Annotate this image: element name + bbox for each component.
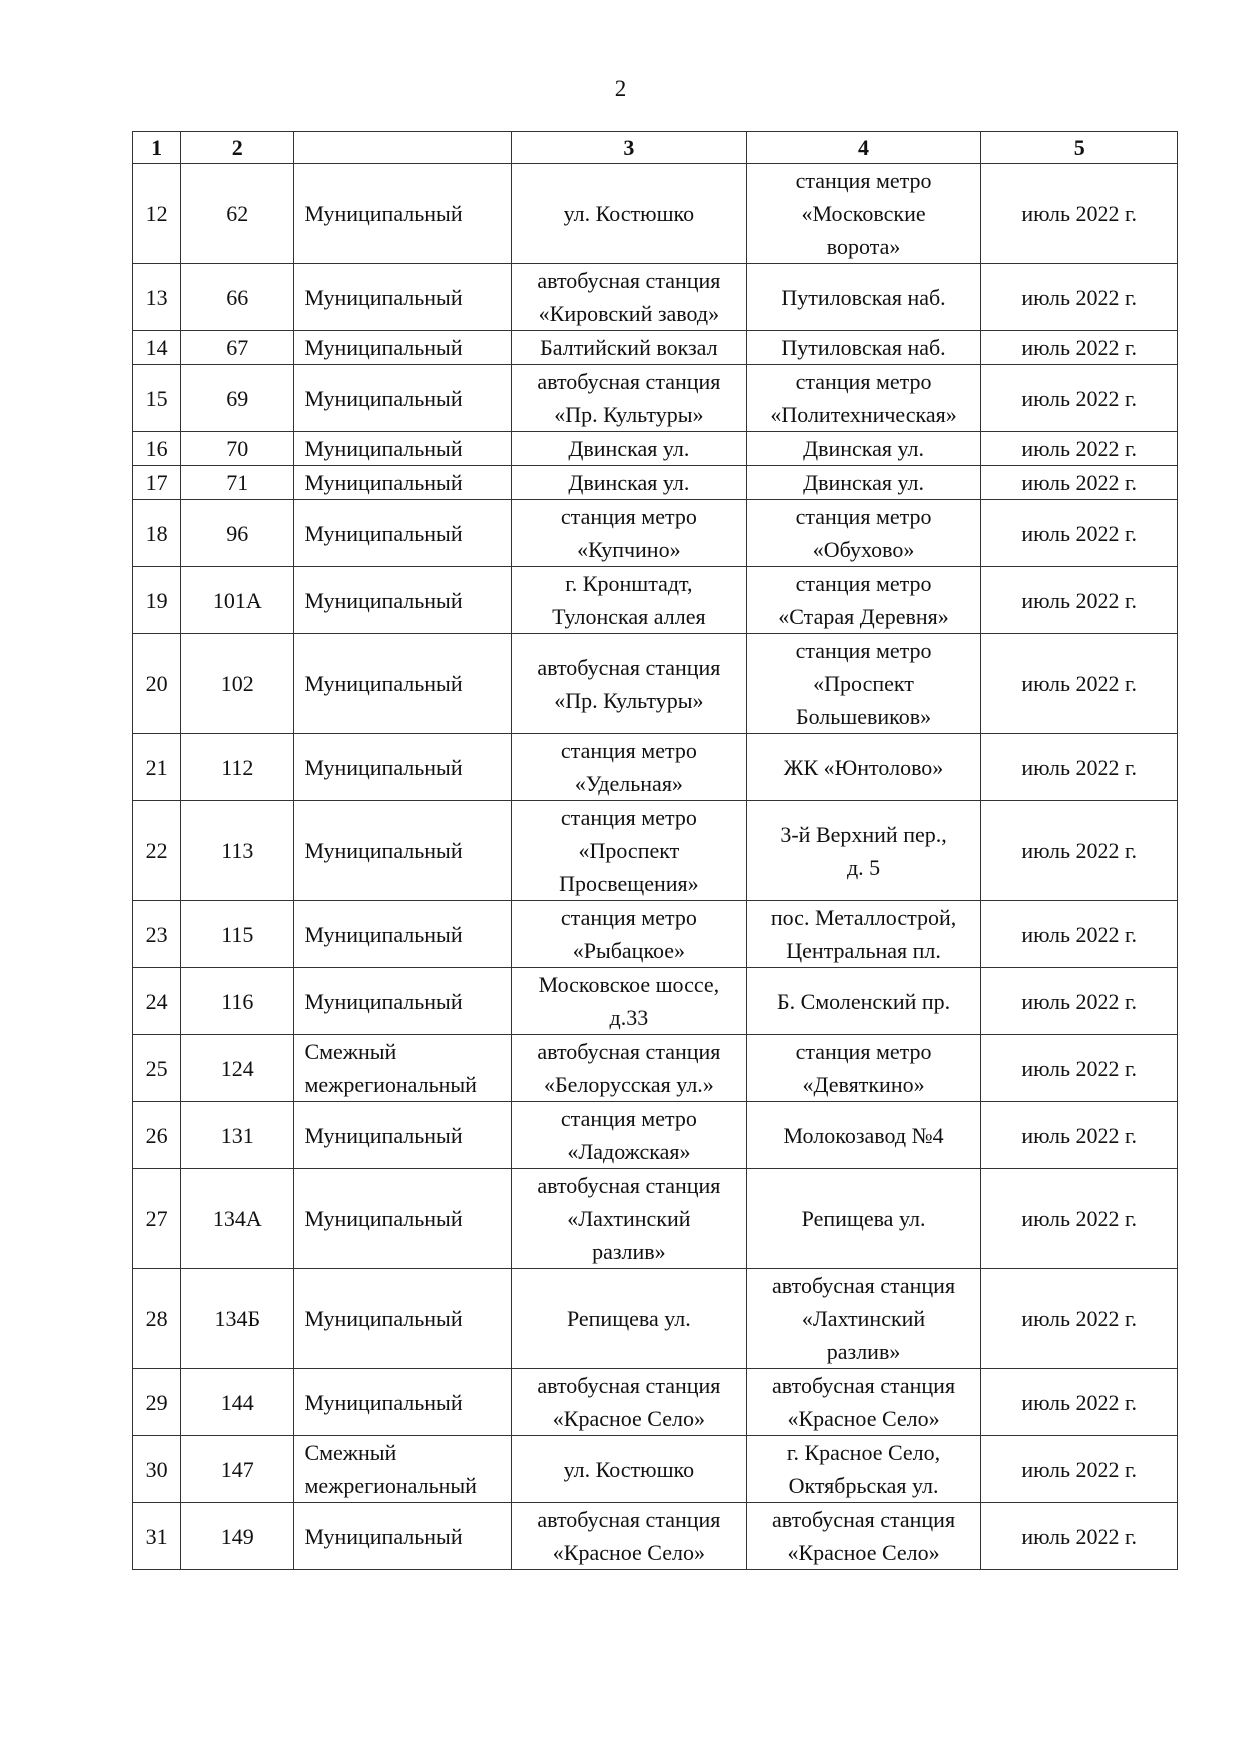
route-kind: [294, 466, 512, 500]
table-row: [133, 968, 1178, 1035]
route-start: [512, 164, 747, 264]
route-date: июль 2022 г.: [981, 365, 1178, 432]
table-row: [133, 801, 1178, 901]
route-date: июль 2022 г.: [981, 968, 1178, 1035]
route-kind-line: Муниципальный: [304, 284, 463, 310]
route-end: [746, 567, 981, 634]
row-number: 22: [133, 801, 181, 901]
route-kind-line: Муниципальный: [304, 1206, 463, 1231]
row-number: 27: [133, 1169, 181, 1269]
route-start-line: «Проспект: [578, 838, 680, 863]
route-end-line: г. Красное Село,: [786, 1440, 941, 1465]
table-row: [133, 264, 1178, 331]
route-end: [746, 1503, 981, 1570]
route-kind-line: Муниципальный: [304, 335, 463, 360]
route-kind: [294, 264, 512, 331]
route-start-line: станция метро: [560, 504, 697, 529]
route-start: [512, 365, 747, 432]
route-start: [512, 331, 747, 365]
route-number: 62: [181, 164, 294, 264]
route-end-line: станция метро: [795, 168, 932, 193]
row-number: 18: [133, 500, 181, 567]
route-end: [746, 1102, 981, 1169]
route-start: [512, 1035, 747, 1102]
route-number: 66: [181, 264, 294, 331]
route-end: [746, 466, 981, 500]
route-number: 134А: [181, 1169, 294, 1269]
route-start-line: «Кировский завод»: [538, 301, 720, 326]
route-end-line: д. 5: [846, 854, 881, 880]
column-header: 3: [512, 132, 747, 164]
routes-table: [132, 131, 1178, 1570]
route-date: июль 2022 г.: [981, 1269, 1178, 1369]
route-end-line: автобусная станция: [772, 1373, 956, 1398]
route-kind: [294, 331, 512, 365]
route-end-line: Б. Смоленский пр.: [776, 988, 951, 1014]
row-number: 12: [133, 164, 181, 264]
table-row: [133, 1369, 1178, 1436]
route-start-line: автобусная станция: [537, 268, 721, 293]
route-start-line: «Белорусская ул.»: [543, 1072, 714, 1097]
route-end-line: Центральная пл.: [786, 938, 941, 963]
route-date: июль 2022 г.: [981, 432, 1178, 466]
route-start-line: автобусная станция: [537, 1507, 721, 1532]
row-number: 14: [133, 331, 181, 365]
route-kind-line: межрегиональный: [304, 1473, 477, 1498]
route-kind: [294, 801, 512, 901]
route-start-line: «Купчино»: [577, 537, 681, 562]
route-start: [512, 1369, 747, 1436]
route-end-line: автобусная станция: [772, 1273, 956, 1298]
route-start: [512, 466, 747, 500]
route-date: июль 2022 г.: [981, 734, 1178, 801]
row-number: 28: [133, 1269, 181, 1369]
route-number: 69: [181, 365, 294, 432]
row-number: 13: [133, 264, 181, 331]
route-number: 70: [181, 432, 294, 466]
route-end-line: ворота»: [826, 234, 901, 259]
route-number: 113: [181, 801, 294, 901]
route-start-line: «Пр. Культуры»: [554, 687, 704, 713]
table-row: [133, 1169, 1178, 1269]
route-number: 67: [181, 331, 294, 365]
route-end-line: «Политехническая»: [770, 402, 957, 427]
route-end: [746, 1035, 981, 1102]
route-number: 144: [181, 1369, 294, 1436]
route-date: июль 2022 г.: [981, 264, 1178, 331]
route-kind: [294, 1169, 512, 1269]
row-number: 19: [133, 567, 181, 634]
route-kind-line: Смежный: [304, 1440, 397, 1465]
column-header: 1: [133, 132, 181, 164]
header-row: [133, 132, 1178, 164]
route-kind: [294, 1436, 512, 1503]
route-end-line: пос. Металлострой,: [770, 905, 957, 930]
route-kind: [294, 365, 512, 432]
table-row: [133, 164, 1178, 264]
route-start-line: ул. Костюшко: [563, 201, 695, 226]
route-start: [512, 1436, 747, 1503]
route-date: июль 2022 г.: [981, 500, 1178, 567]
route-start: [512, 432, 747, 466]
route-end-line: ЖК «Юнтолово»: [783, 754, 944, 780]
route-end-line: Двинская ул.: [803, 470, 925, 495]
route-date: июль 2022 г.: [981, 1035, 1178, 1102]
route-end-line: Октябрьская ул.: [788, 1473, 939, 1498]
route-start-line: Тулонская аллея: [552, 604, 706, 629]
route-start-line: Репищева ул.: [566, 1306, 691, 1331]
route-number: 124: [181, 1035, 294, 1102]
table-row: [133, 1269, 1178, 1369]
route-start-line: г. Кронштадт,: [565, 571, 693, 596]
route-number: 101А: [181, 567, 294, 634]
row-number: 23: [133, 901, 181, 968]
route-kind: [294, 634, 512, 734]
table-row: [133, 634, 1178, 734]
route-number: 96: [181, 500, 294, 567]
route-number: 131: [181, 1102, 294, 1169]
route-start-line: «Рыбацкое»: [572, 938, 686, 963]
route-end: [746, 1436, 981, 1503]
table-row: [133, 1102, 1178, 1169]
route-start-line: Московское шоссе,: [538, 972, 720, 997]
route-end: [746, 634, 981, 734]
route-start-line: автобусная станция: [537, 654, 721, 680]
route-number: 147: [181, 1436, 294, 1503]
route-end: [746, 1169, 981, 1269]
table-row: [133, 734, 1178, 801]
row-number: 30: [133, 1436, 181, 1503]
route-kind: [294, 968, 512, 1035]
table-row: [133, 466, 1178, 500]
row-number: 16: [133, 432, 181, 466]
route-date: июль 2022 г.: [981, 801, 1178, 901]
route-start-line: «Пр. Культуры»: [554, 402, 704, 427]
route-end-line: Молокозавод №4: [783, 1122, 944, 1148]
route-date: июль 2022 г.: [981, 466, 1178, 500]
route-kind-line: Муниципальный: [304, 436, 463, 461]
row-number: 15: [133, 365, 181, 432]
route-end: [746, 734, 981, 801]
route-start-line: Балтийский вокзал: [540, 335, 718, 360]
table-row: [133, 500, 1178, 567]
route-start-line: «Удельная»: [574, 771, 683, 796]
route-start-line: Двинская ул.: [568, 436, 690, 461]
route-start-line: ул. Костюшко: [563, 1456, 695, 1482]
route-kind: [294, 164, 512, 264]
table-row: [133, 1503, 1178, 1570]
route-kind: [294, 567, 512, 634]
table-row: [133, 365, 1178, 432]
route-kind: [294, 1102, 512, 1169]
route-end-line: «Лахтинский: [801, 1306, 926, 1331]
route-end-line: станция метро: [795, 369, 932, 394]
row-number: 25: [133, 1035, 181, 1102]
route-start-line: «Красное Село»: [552, 1540, 705, 1565]
route-start-line: д.33: [609, 1005, 649, 1030]
route-start: [512, 264, 747, 331]
route-start-line: автобусная станция: [537, 1039, 721, 1064]
table-row: [133, 1035, 1178, 1102]
route-end-line: Большевиков»: [795, 704, 932, 729]
table-row: [133, 331, 1178, 365]
route-end-line: 3-й Верхний пер.,: [780, 821, 947, 847]
route-end-line: «Московские: [801, 201, 926, 226]
route-start: [512, 500, 747, 567]
row-number: 21: [133, 734, 181, 801]
route-date: июль 2022 г.: [981, 1169, 1178, 1269]
route-number: 102: [181, 634, 294, 734]
route-start-line: станция метро: [560, 1106, 697, 1131]
route-kind: [294, 1269, 512, 1369]
column-header: 4: [746, 132, 981, 164]
route-kind-line: Муниципальный: [304, 470, 463, 495]
route-end-line: разлив»: [826, 1339, 901, 1364]
route-kind: [294, 432, 512, 466]
route-kind: [294, 734, 512, 801]
route-end-line: «Девяткино»: [802, 1072, 925, 1097]
route-start-line: станция метро: [560, 805, 697, 830]
route-kind-line: Смежный: [304, 1039, 397, 1064]
route-date: июль 2022 г.: [981, 567, 1178, 634]
row-number: 29: [133, 1369, 181, 1436]
route-date: июль 2022 г.: [981, 1503, 1178, 1570]
route-number: 116: [181, 968, 294, 1035]
route-kind-line: Муниципальный: [304, 1122, 463, 1148]
route-end-line: станция метро: [795, 571, 932, 596]
row-number: 31: [133, 1503, 181, 1570]
route-end: [746, 500, 981, 567]
route-start: [512, 901, 747, 968]
route-start-line: разлив»: [592, 1239, 666, 1264]
route-date: июль 2022 г.: [981, 1436, 1178, 1503]
route-number: 115: [181, 901, 294, 968]
route-kind-line: Муниципальный: [304, 201, 463, 226]
route-number: 71: [181, 466, 294, 500]
route-kind-line: Муниципальный: [304, 520, 463, 546]
route-number: 134Б: [181, 1269, 294, 1369]
route-kind: [294, 500, 512, 567]
route-end-line: станция метро: [795, 504, 932, 529]
route-start: [512, 1102, 747, 1169]
route-kind: [294, 1035, 512, 1102]
route-start-line: автобусная станция: [537, 1173, 721, 1198]
route-end-line: «Красное Село»: [787, 1406, 940, 1431]
route-end: [746, 968, 981, 1035]
route-start-line: Двинская ул.: [568, 470, 690, 495]
table-row: [133, 1436, 1178, 1503]
route-start-line: автобусная станция: [537, 1373, 721, 1398]
column-header: 2: [181, 132, 294, 164]
route-kind-line: Муниципальный: [304, 988, 463, 1014]
route-start: [512, 634, 747, 734]
route-start-line: «Лахтинский: [567, 1206, 691, 1231]
route-start-line: «Ладожская»: [567, 1139, 691, 1164]
column-header: 5: [981, 132, 1178, 164]
route-date: июль 2022 г.: [981, 331, 1178, 365]
route-end-line: станция метро: [795, 638, 932, 663]
route-start: [512, 1169, 747, 1269]
route-number: 112: [181, 734, 294, 801]
route-start-line: станция метро: [560, 738, 697, 763]
route-start: [512, 567, 747, 634]
route-end: [746, 901, 981, 968]
table-row: [133, 432, 1178, 466]
route-kind-line: Муниципальный: [304, 1306, 463, 1331]
row-number: 26: [133, 1102, 181, 1169]
row-number: 24: [133, 968, 181, 1035]
route-date: июль 2022 г.: [981, 901, 1178, 968]
route-start-line: «Красное Село»: [552, 1406, 705, 1431]
route-end-line: «Проспект: [813, 671, 914, 696]
route-kind: [294, 1369, 512, 1436]
route-end-line: «Красное Село»: [787, 1540, 940, 1565]
route-end-line: Путиловская наб.: [781, 335, 946, 360]
table-row: [133, 567, 1178, 634]
route-end: [746, 1269, 981, 1369]
route-date: июль 2022 г.: [981, 164, 1178, 264]
route-end: [746, 801, 981, 901]
table-body: [133, 164, 1178, 1570]
page-number: 2: [614, 76, 627, 101]
route-kind-line: Муниципальный: [304, 1389, 463, 1415]
route-end: [746, 1369, 981, 1436]
route-start: [512, 968, 747, 1035]
route-kind-line: Муниципальный: [304, 1523, 463, 1549]
route-kind: [294, 1503, 512, 1570]
route-kind-line: Муниципальный: [304, 754, 463, 780]
route-kind: [294, 901, 512, 968]
route-end: [746, 331, 981, 365]
route-end-line: «Обухово»: [812, 537, 915, 562]
route-end: [746, 164, 981, 264]
table-row: [133, 901, 1178, 968]
route-date: июль 2022 г.: [981, 634, 1178, 734]
route-end-line: «Старая Деревня»: [778, 604, 949, 629]
route-start: [512, 1269, 747, 1369]
route-date: июль 2022 г.: [981, 1369, 1178, 1436]
route-end: [746, 264, 981, 331]
route-kind-line: Муниципальный: [304, 671, 463, 696]
route-end-line: Путиловская наб.: [781, 284, 946, 310]
row-number: 17: [133, 466, 181, 500]
route-end-line: Двинская ул.: [803, 436, 925, 461]
route-end-line: Репищева ул.: [801, 1206, 926, 1231]
route-end-line: автобусная станция: [772, 1507, 956, 1532]
route-start: [512, 801, 747, 901]
route-start-line: станция метро: [560, 905, 697, 930]
route-end: [746, 432, 981, 466]
row-number: 20: [133, 634, 181, 734]
route-date: июль 2022 г.: [981, 1102, 1178, 1169]
route-end: [746, 365, 981, 432]
column-header: [294, 132, 512, 164]
route-start: [512, 734, 747, 801]
route-start: [512, 1503, 747, 1570]
route-kind-line: Муниципальный: [304, 587, 463, 613]
route-kind-line: межрегиональный: [304, 1072, 477, 1097]
route-kind-line: Муниципальный: [304, 838, 463, 863]
route-end-line: станция метро: [795, 1039, 932, 1064]
route-kind-line: Муниципальный: [304, 921, 463, 947]
route-start-line: Просвещения»: [559, 871, 699, 896]
route-number: 149: [181, 1503, 294, 1570]
route-start-line: автобусная станция: [537, 369, 721, 394]
route-kind-line: Муниципальный: [304, 385, 463, 411]
